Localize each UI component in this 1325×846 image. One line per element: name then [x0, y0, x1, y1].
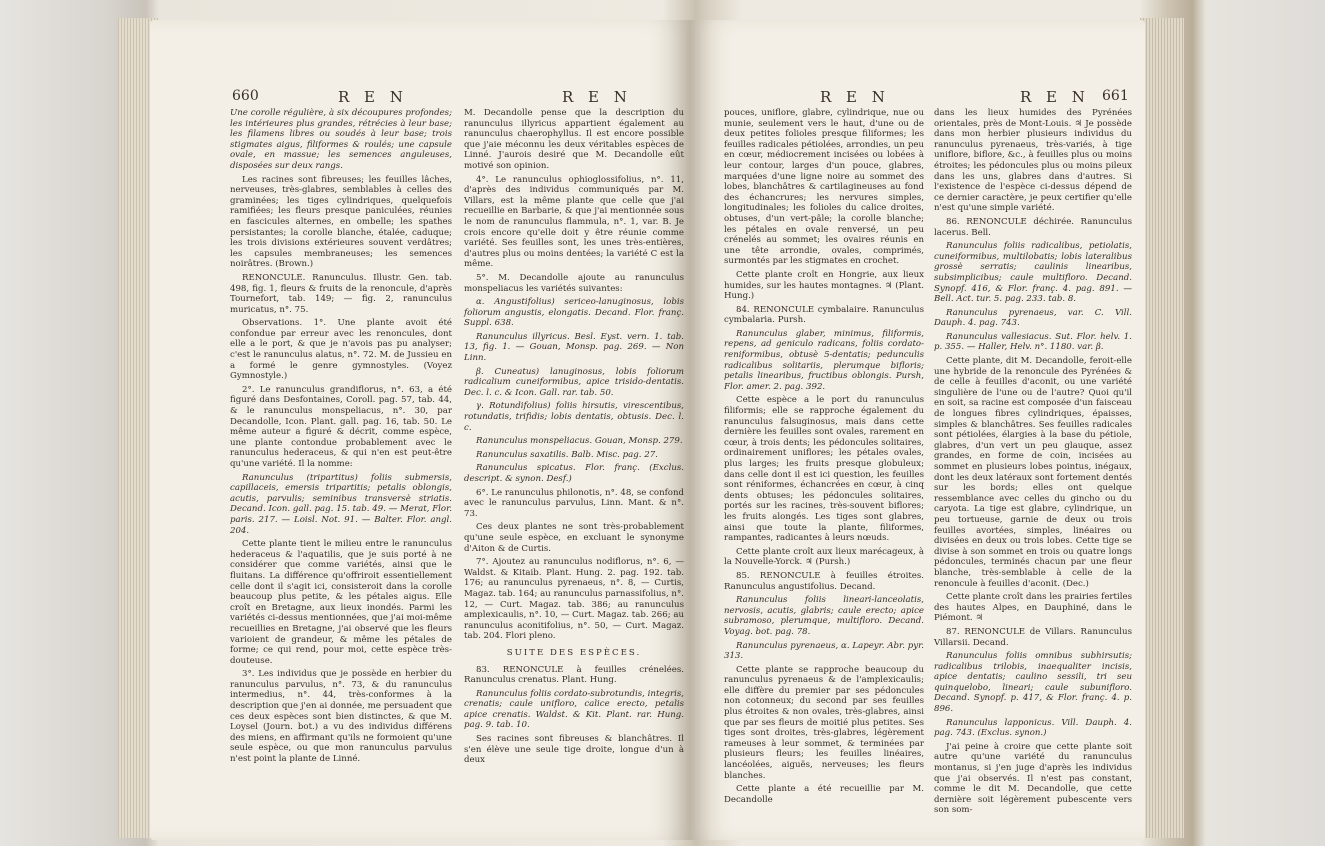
left-page [150, 20, 690, 840]
paragraph: Ces deux plantes ne sont très-probablement qu'une seule espèce, en excluant le synonyme d'Aiton & de Curtis. [464, 522, 684, 554]
paragraph: Ranunculus (tripartitus) foliis submersis, capillaceis, emersis tripartitis; petalis oblongis, acutis, parvulis; seminibus transversè striatis. Decand. Icon. gall. pag. 15. tab. 49. — Merat, Flor. paris. 217. — Loisl. Not. 91. — Balter. Flor. angl. 204. [230, 472, 452, 536]
paragraph: J'ai peine à croire que cette plante soit autre qu'une variété du ranunculus montanus, si j'en juge d'après les individus que j'ai observés. Il n'est pas constant, comme le dit M. Decandolle, que cette dernière soit légèrement pubescente vers son som- [934, 741, 1132, 816]
paragraph: α. Angustifolius) sericeo-lanuginosus, lobis foliorum angustis, elongatis. Decand. Flor. franç. Suppl. 638. [464, 297, 684, 329]
left-running-header-2: R E N [562, 88, 632, 106]
paragraph: 4°. Le ranunculus ophioglossifolius, n°. 11, d'après des individus communiqués par M. Villars, est la même plante que celle que j'ai recueillie en Barbarie, & que j'ai mentionnée sous le nom de ranunculus flammula, n°. 1, var. B. Je crois encore qu'elle doit y être réunie comme variété. Ses feuilles sont, les unes très-entières, d'autres plus ou moins dentées; la variété C est la même. [464, 174, 684, 270]
right-running-header-2: R E N [1020, 88, 1090, 106]
paragraph: Ranunculus saxatilis. Balb. Misc. pag. 27. [476, 449, 658, 460]
right-page-number: 661 [1102, 88, 1129, 104]
paragraph: Ranunculus foliis omnibus subhirsutis; radicalibus trilobis, inaequaliter incisis, apice dentatis; caulino sessili, tri seu quinquelobo, lineari; caule subunifloro. Decand. Synopf. p. 417, & Flor. franç. 4. p. 896. [934, 651, 1132, 715]
paragraph: Ranunculus monspeliacus. Gouan, Monsp. 279. [476, 436, 683, 447]
paragraph: Ranunculus foliis cordato-subrotundis, integris, crenatis; caule unifloro, calice erecto, petalis apice crenatis. Waldst. & Kit. Plant. rar. Hung. pag. 9. tab. 10. [464, 688, 684, 731]
paragraph: Ranunculus pyrenaeus, var. C. Vill. Dauph. 4. pag. 743. [934, 307, 1132, 329]
right-page-edges [1140, 18, 1184, 838]
paragraph: Ranunculus pyrenaeus, α. Lapeyr. Abr. pyr. 313. [724, 640, 924, 662]
left-column-1 [230, 108, 452, 768]
paragraph: Ranunculus illyricus. Besl. Eyst. vern. 1. tab. 13, fig. 1. — Gouan, Monsp. pag. 269. — Non Linn. [464, 331, 684, 364]
paragraph: 2°. Le ranunculus grandiflorus, n°. 63, a été figuré dans Desfontaines, Coroll. pag. 57, tab. 44, & le ranunculus monspeliacus, n°. 30, par Decandolle, Icon. Plant. gall. pag. 16, tab. 50. Le même auteur a figuré & décrit, comme espèce, une plante contondue probablement avec le ranunculus hederaceus, & qui n'en est peut-être qu'une variété. Il la nomme: [230, 384, 452, 469]
right-column-2 [934, 108, 1132, 819]
paragraph: Les racines sont fibreuses; les feuilles lâches, nerveuses, très-glabres, semblables à celles des graminées; les tiges cylindriques, quelquefois ramifiées; les fleurs presque paniculées, réunies en fascicules alternes, en ombelle; les spathes persistantes; la corolle blanche, étalée, caduque; les trois divisions extérieures souvent verdâtres; les capsules membraneuses; les semences noirâtres. (Brown.) [230, 174, 452, 270]
entry-heading: 84. RENONCULE cymbalaire. Ranunculus cymbalaria. Pursh. [724, 304, 924, 326]
paragraph: Ranunculus foliis radicalibus, petiolatis, cuneiformibus, multilobatis; lobis lateralibus grossè serratis; caulinis linearibus, subsimplicibus; caule multifloro. Decand. Synopf. 416, & Flor. franç. 4. pag. 891. — Bell. Act. tur. 5. pag. 233. tab. 8. [934, 241, 1132, 305]
paragraph: Une corolle régulière, à six découpures profondes; les intérieures plus grandes, rétrécies à leur base; les filamens libres ou soudés à leur base; trois stigmates aigus, filiformes & roulés; une capsule ovale, en massue; les semences anguleuses, disposées sur deux rangs. [230, 108, 452, 171]
paragraph: Cette espèce a le port du ranunculus filiformis; elle se rapproche également du ranunculus falsuginosus, mais dans cette dernière les feuilles sont ovales, rarement en cœur, à trois dents; les pédoncules solitaires, ordinairement uniflores; les pétales ovales, plus larges; les fruits presque globuleux; dans celle dont il est ici question, les feuilles sont réniformes, échancrées en cœur, à cinq dents obtuses; les pédoncules solitaires, portés sur les racines, très-souvent biflores; les fruits alongés. Les tiges sont glabres, ainsi que toute la plante, filiformes, rampantes, radicantes à leurs nœuds. [724, 395, 924, 544]
paragraph: Cette plante croît en Hongrie, aux lieux humides, sur les hautes montagnes. ♃ (Plant. Hung.) [724, 269, 924, 302]
right-page [690, 20, 1145, 840]
paragraph: Observations. 1°. Une plante avoit été confondue par erreur avec les renoncules, dont elle a le port, & que je n'avois pas pu analyser; c'est le ranunculus alatus, n°. 72. M. de Jussieu en a formé le genre gymnostyles. (Voyez Gymnostyle.) [230, 318, 452, 382]
paragraph: M. Decandolle pense que la description du ranunculus illyricus appartient également au ranunculus chaerophyllus. Il est encore possible que j'aie méconnu les deux véritables espèces de Linné. J'aurois desiré que M. Decandolle eût motivé son opinion. [464, 108, 684, 171]
paragraph: 3°. Les individus que je possède en herbier du ranunculus parvulus, n°. 73, & du ranunculus intermedius, n°. 44, très-conformes à la description que j'en ai donnée, me persuadent que ces deux espèces sont bien distinctes, & que M. Loysel (Journ. bot.) a vu des individus différens des miens, en affirmant qu'ils ne formoient qu'une seule espèce, ou que mon ranunculus parvulus n'est point la plante de Linné. [230, 669, 452, 765]
entry-heading: 87. RENONCULE de Villars. Ranunculus Villarsii. Decand. [934, 626, 1132, 648]
paragraph: Cette plante croît aux lieux marécageux, à la Nouvelle-Yorck. ♃ (Pursh.) [724, 546, 924, 568]
paragraph: dans les lieux humides des Pyrénées orientales, près de Mont-Louis. ♃ Je possède dans mon herbier plusieurs individus du ranunculus pyrenaeus, très-variés, à tige uniflore, biflore, &c., à feuilles plus ou moins étroites; les pédoncules plus ou moins pileux dans les uns, glabres dans d'autres. Si l'existence de l'espèce ci-dessus dépend de ce dernier caractère, je peux certifier qu'elle n'est qu'une simple variété. [934, 108, 1132, 214]
paragraph: Ranunculus vallesiacus. Sut. Flor. helv. 1. p. 355. — Haller, Helv. n°. 1180. var. β. [934, 331, 1132, 353]
left-page-number: 660 [232, 88, 259, 104]
right-column-1 [724, 108, 924, 808]
entry-heading: 86. RENONCULE déchirée. Ranunculus lacerus. Bell. [934, 216, 1132, 238]
section-heading: SUITE DES ESPÈCES. [506, 647, 642, 658]
paragraph: 7°. Ajoutez au ranunculus nodiflorus, n°. 6, — Waldst. & Kitaib. Plant. Hung. 2. pag. 192. tab. 176; au ranunculus pyrenaeus, n°. 8, — Curtis, Magaz. tab. 164; au ranunculus parnassifolius, n°. 12, — Curt. Magaz. tab. 386; au ranunculus amplexicaulis, n°. 10, — Curt. Magaz. tab. 266; au ranunculus aconitifolius, n°. 50, — Curt. Magaz. tab. 204. Flori pleno. [464, 557, 684, 642]
paragraph: Ranunculus foliis lineari-lanceolatis, nervosis, acutis, glabris; caule erecto; apice subramoso, plerumque, multifloro. Decand. Voyag. bot. pag. 78. [724, 595, 924, 637]
paragraph: 6°. Le ranunculus philonotis, n°. 48, se confond avec le ranunculus parvulus, Linn. Mant. & n°. 73. [464, 487, 684, 519]
paragraph: β. Cuneatus) lanuginosus, lobis foliorum radicalium cuneiformibus, apice trisido-dentatis. Dec. l. c. & Icon. Gall. rar. tab. 50. [464, 366, 684, 398]
paragraph: Ranunculus lapponicus. Vill. Dauph. 4. pag. 743. (Exclus. synon.) [934, 717, 1132, 739]
paragraph: Ranunculus glaber, minimus, filiformis, repens, ad geniculo radicans, foliis cordato-reniformibus, obtusè 5-dentatis; pedunculis radicalibus solitariis, plerumque bifloris; petalis linearibus, fructibus oblongis. Pursh, Flor. amer. 2. pag. 392. [724, 328, 924, 392]
entry-heading: 83. RENONCULE à feuilles crénelées. Ranunculus crenatus. Plant. Hung. [464, 664, 684, 686]
paragraph: Ranunculus spicatus. Flor. franç. (Exclus. descript. & synon. Desf.) [464, 463, 684, 484]
entry-heading: RENONCULE. Ranunculus. Illustr. Gen. tab. 498, fig. 1, fleurs & fruits de la renoncule, d'après Tournefort, tab. 149; — fig. 2, ranunculus muricatus, n°. 75. [230, 272, 452, 315]
paragraph: Cette plante tient le milieu entre le ranunculus hederaceus & l'aquatilis, que je suis porté à ne considérer que comme variétés, ainsi que le fluitans. La différence qu'offriroit essentiellement celle dont il s'agit ici, consisteroit dans la corolle beaucoup plus petite, & les pétales aigus. Elle croît en Bretagne, aux lieux inondés. Parmi les variétés ci-dessus mentionnées, que j'ai moi-même recueillies en Bretagne, j'ai observé que les fleurs varioient de grandeur, & même les pétales de forme; ce qui rend, pour moi, cette espèce très-douteuse. [230, 539, 452, 666]
paragraph: γ. Rotundifolius) foliis hirsutis, virescentibus, rotundatis, trifidis; lobis dentatis, obtusis. Dec. l. c. [464, 401, 684, 433]
paragraph: Cette plante croît dans les prairies fertiles des hautes Alpes, en Dauphiné, dans le Piémont. ♃ [934, 592, 1132, 624]
paragraph: pouces, uniflore, glabre, cylindrique, nue ou munie, seulement vers le haut, d'une ou de deux petites folioles presque filiformes; les feuilles radicales pétiolées, arrondies, un peu en cœur, médiocrement incisées ou lobées à leur contour, larges d'un pouce, glabres, marquées d'une ligne noire au sommet des lobes, blanchâtres & cartilagineuses au fond des échancrures; les nervures simples, longitudinales; les folioles du calice droites, obtuses, d'un vert-pâle; la corolle blanche; les pétales en ovale renversé, un peu crénelés au sommet; les ovaires réunis en une tête arrondie, ovales, comprimés, surmontés par les stigmates en crochet. [724, 108, 924, 267]
paragraph: Cette plante, dit M. Decandolle, feroit-elle une hybride de la renoncule des Pyrénées & de celle à feuilles d'aconit, ou une variété singulière de l'une ou de l'autre? Quoi qu'il en soit, sa racine est composée d'un faisceau de longues fibres cylindriques, épaisses, simples & blanchâtres. Ses feuilles radicales sont pétiolées, élargies à la base du pétiole, glabres, d'un vert un peu glauque, assez grandes, en forme de coin, incisées au sommet en plusieurs lobes pointus, inégaux, dont les deux latéraux sont fortement dentés sur les bords; elles ont quelque ressemblance avec celles du gincho ou du caryota. La tige est glabre, cylindrique, un peu tortueuse, garnie de deux ou trois feuilles avortées, simples, linéaires ou divisées en deux ou trois lobes. Cette tige se divise à son sommet en trois ou quatre longs pédoncules, terminés chacun par une fleur blanche, très-semblable à celle de la renoncule à feuilles d'aconit. (Dec.) [934, 356, 1132, 589]
right-running-header-1: R E N [820, 88, 890, 106]
paragraph: Ses racines sont fibreuses & blanchâtres. Il s'en élève une seule tige droite, longue d'un à deux [464, 734, 684, 766]
paragraph: Cette plante se rapproche beaucoup du ranunculus pyrenaeus & de l'amplexicaulis; elle diffère du premier par ses pédoncules non cotonneux; du second par ses feuilles plus étroites & non ovales, très-glabres, ainsi que par ses fleurs de moitié plus petites. Ses tiges sont droites, très-glabres, légèrement rameuses à leur sommet, & terminées par plusieurs fleurs; les feuilles linéaires, lancéolées, aiguës, nerveuses; les fleurs blanches. [724, 664, 924, 781]
left-running-header-1: R E N [338, 88, 408, 106]
paragraph: 5°. M. Decandolle ajoute au ranunculus monspeliacus les variétés suivantes: [464, 272, 684, 294]
paragraph: Cette plante a été recueillie par M. Decandolle [724, 784, 924, 805]
entry-heading: 85. RENONCULE à feuilles étroites. Ranunculus angustifolius. Decand. [724, 570, 924, 592]
left-column-2 [464, 108, 684, 769]
